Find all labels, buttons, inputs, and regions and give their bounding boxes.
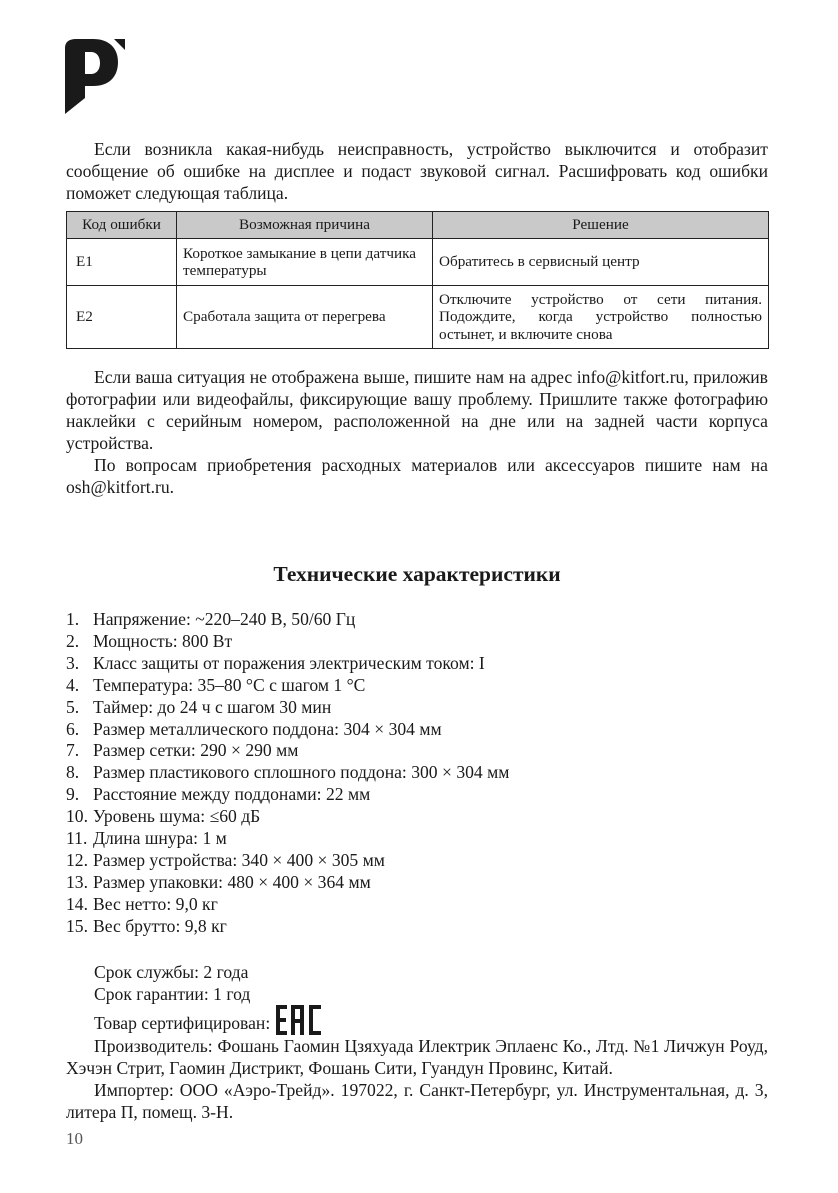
item-text: Размер сетки: 290 × 290 мм [93,740,299,761]
service-info [66,962,768,1124]
item-number: 9. [66,784,80,805]
item-number: 8. [66,762,80,783]
item-text: Температура: 35–80 °C с шагом 1 °C [93,674,366,695]
item-text: Класс защиты от поражения электрическим током: I [93,652,485,673]
certification-line [66,1005,768,1035]
list-item [66,828,768,850]
error-cause: Короткое замыкание в цепи датчика температуры [177,239,433,286]
error-solution: Обратитесь в сервисный центр [433,239,769,286]
item-number: 6. [66,718,80,739]
page-content [66,138,768,1123]
error-solution: Отключите устройство от сети питания. Подождите, когда устройство полностью остынет, и включите снова [433,286,769,349]
item-text: Мощность: 800 Вт [93,630,233,651]
list-item [66,675,768,697]
item-number: 4. [66,674,80,695]
accessories-paragraph: По вопросам приобретения расходных материалов или аксессуаров пишите нам на osh@kitfort.ru. [66,455,768,497]
item-number: 13. [66,871,88,892]
error-cause: Сработала защита от перегрева [177,286,433,349]
table-row [67,239,769,286]
header-code: Код ошибки [67,212,177,239]
item-text: Вес брутто: 9,8 кг [93,915,227,936]
table-row [67,286,769,349]
item-text: Размер устройства: 340 × 400 × 305 мм [93,849,385,870]
specs-title: Технические характеристики [273,562,561,586]
kitfort-logo-icon [63,38,127,116]
item-text: Размер пластикового сплошного поддона: 300 × 304 мм [93,762,510,783]
intro-paragraph: Если возникла какая-нибудь неисправность, устройство выключится и отобразит сообщение об ошибке на дисплее и подаст звуковой сигнал. Расшифровать код ошибки поможет следующая таблица. [66,139,768,203]
list-item [66,806,768,828]
page-number: 10 [66,1129,83,1148]
item-text: Размер упаковки: 480 × 400 × 364 мм [93,871,371,892]
list-item [66,719,768,741]
list-item [66,784,768,806]
item-number: 2. [66,630,80,651]
error-codes-table [66,211,769,349]
error-code: E2 [67,286,177,349]
item-number: 7. [66,740,80,761]
item-text: Напряжение: ~220–240 В, 50/60 Гц [93,609,356,629]
list-item [66,872,768,894]
list-item [66,740,768,762]
item-number: 11. [66,828,88,849]
item-number: 3. [66,652,80,673]
list-item [66,850,768,872]
item-text: Размер металлического поддона: 304 × 304 мм [93,718,442,739]
importer: Импортер: ООО «Аэро-Трейд». 197022, г. Санкт-Петербург, ул. Инструментальная, д. 3, литера П, помещ. 3-Н. [66,1080,768,1123]
service-life: Срок службы: 2 года [94,961,249,982]
list-item [66,631,768,653]
list-item [66,762,768,784]
list-item [66,609,768,631]
list-item [66,697,768,719]
header-solution: Решение [433,212,769,239]
item-number: 5. [66,696,80,717]
item-text: Уровень шума: ≤60 дБ [93,806,261,827]
manufacturer: Производитель: Фошань Гаомин Цзяхуада Илектрик Эплаенс Ко., Лтд. №1 Личжун Роуд, Хэчэн Стрит, Гаомин Дистрикт, Фошань Сити, Гуандун Провинс, Китай. [66,1036,768,1079]
list-item [66,916,768,938]
list-item [66,894,768,916]
list-item [66,653,768,675]
item-text: Длина шнура: 1 м [93,828,227,849]
item-number: 10. [66,806,88,827]
item-number: 14. [66,893,88,914]
item-number: 12. [66,849,88,870]
item-number: 15. [66,915,88,936]
item-text: Расстояние между поддонами: 22 мм [93,784,371,805]
error-code: E1 [67,239,177,286]
contact-paragraph: Если ваша ситуация не отображена выше, пишите нам на адрес info@kitfort.ru, приложив фотографии или видеофайлы, фиксирующие вашу проблему. Пришлите также фотографию наклейки с серийным номером, расположенной на дне или на задней части корпуса устройства. [66,367,768,453]
specs-list [66,609,768,938]
eac-mark-icon [276,1005,322,1035]
header-cause: Возможная причина [177,212,433,239]
item-text: Таймер: до 24 ч с шагом 30 мин [93,696,332,717]
item-number: 1. [66,609,80,629]
item-text: Вес нетто: 9,0 кг [93,893,218,914]
table-header-row [67,212,769,239]
certification-label: Товар сертифицирован: [94,1013,271,1034]
warranty: Срок гарантии: 1 год [94,983,251,1004]
